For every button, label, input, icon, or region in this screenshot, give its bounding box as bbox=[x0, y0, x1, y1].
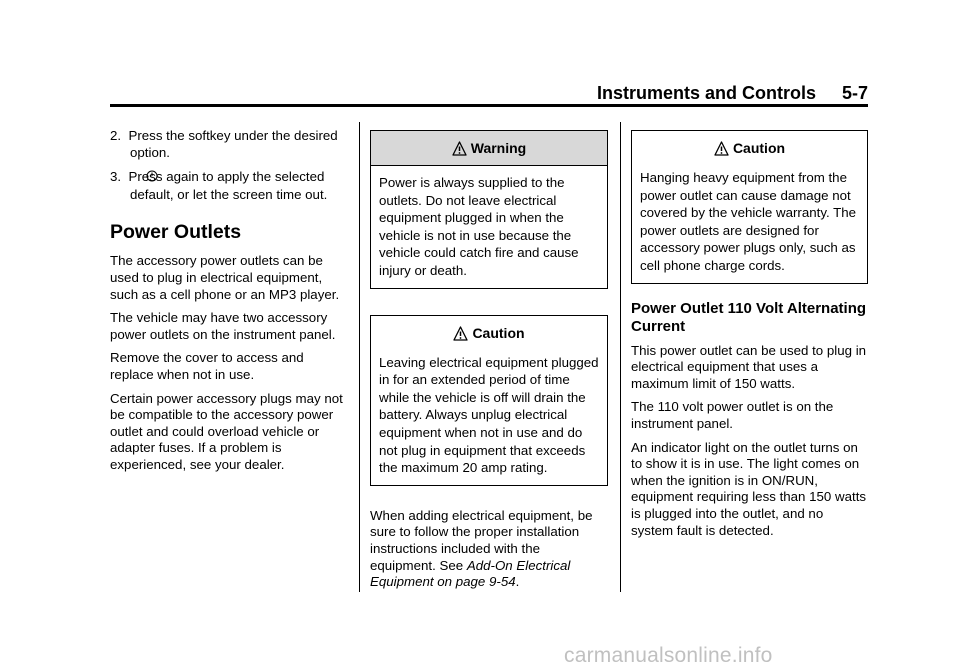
paragraph: This power outlet can be used to plug in electrical equipment that uses a maximum limit of 150 watts. bbox=[631, 342, 867, 391]
caution-box bbox=[631, 130, 868, 284]
paragraph: An indicator light on the outlet turns on to show it is in use. The light comes on when the ignition is in ON/RUN, equipment requiring less than 150 watts is plugged into the outlet, and no system fault is detected. bbox=[631, 439, 867, 538]
caution-title: Caution bbox=[732, 140, 786, 156]
page-number: 5-7 bbox=[841, 83, 868, 103]
step-3: 3. Press again to apply the selected default, or let the screen time out. bbox=[110, 169, 328, 202]
page-header bbox=[110, 82, 868, 104]
caution-box-header bbox=[632, 131, 867, 165]
watermark: carmanualsonline.info bbox=[564, 644, 773, 667]
caution-text: Hanging heavy equipment from the power outlet can cause damage not covered by the vehicle warranty. The power outlets are designed for accessory power plugs only, such as cell phone charge cords. bbox=[640, 170, 857, 273]
caution-text: Leaving electrical equipment plugged in for an extended period of time while the vehicle is off will drain the battery. Always unplug electrical equipment when not in use and do not plug in equipment that exceeds the maximum 20 amp rating. bbox=[379, 354, 599, 476]
warning-triangle-icon bbox=[714, 134, 729, 168]
add-on-reference-link[interactable]: Add-On Electrical Equipment on page 9-54 bbox=[370, 557, 571, 590]
column-divider bbox=[620, 122, 621, 592]
add-on-paragraph: When adding electrical equipment, be sure to follow the proper installation instructions included with the equipment. See Add-On Electrical Equipment on page 9-54. bbox=[370, 507, 593, 590]
caution-title: Caution bbox=[472, 324, 525, 341]
column-divider bbox=[359, 122, 360, 592]
header-rule bbox=[110, 104, 868, 107]
paragraph: The accessory power outlets can be used to plug in electrical equipment, such as a cell phone or an MP3 player. bbox=[110, 253, 340, 302]
warning-triangle-icon bbox=[453, 319, 468, 353]
warning-triangle-icon bbox=[452, 134, 467, 168]
power-outlets-heading: Power Outlets bbox=[110, 221, 242, 244]
paragraph: Certain power accessory plugs may not be compatible to the accessory power outlet and could overload vehicle or adapter fuses. If a problem is experienced, see your dealer. bbox=[110, 390, 343, 472]
step-2: 2. Press the softkey under the desired option. bbox=[110, 128, 338, 160]
section-title: Instruments and Controls bbox=[596, 83, 816, 103]
column-1 bbox=[110, 128, 350, 481]
warning-text: Power is always supplied to the outlets. Do not leave electrical equipment plugged in when the vehicle is not in use because the vehicle could catch fire and cause injury or death. bbox=[379, 175, 579, 278]
warning-box bbox=[370, 130, 608, 289]
paragraph: The vehicle may have two accessory power outlets on the instrument panel. bbox=[110, 310, 336, 342]
power-outlet-110v-heading: Power Outlet 110 Volt Alternating Current bbox=[631, 299, 867, 335]
paragraph: The 110 volt power outlet is on the instrument panel. bbox=[631, 399, 834, 431]
warning-box-header bbox=[371, 131, 607, 166]
column-2 bbox=[370, 130, 608, 598]
warning-title: Warning bbox=[470, 140, 527, 156]
caution-box-header bbox=[371, 316, 607, 350]
column-3 bbox=[631, 130, 868, 546]
caution-box bbox=[370, 315, 608, 486]
paragraph: Remove the cover to access and replace when not in use. bbox=[110, 350, 304, 382]
